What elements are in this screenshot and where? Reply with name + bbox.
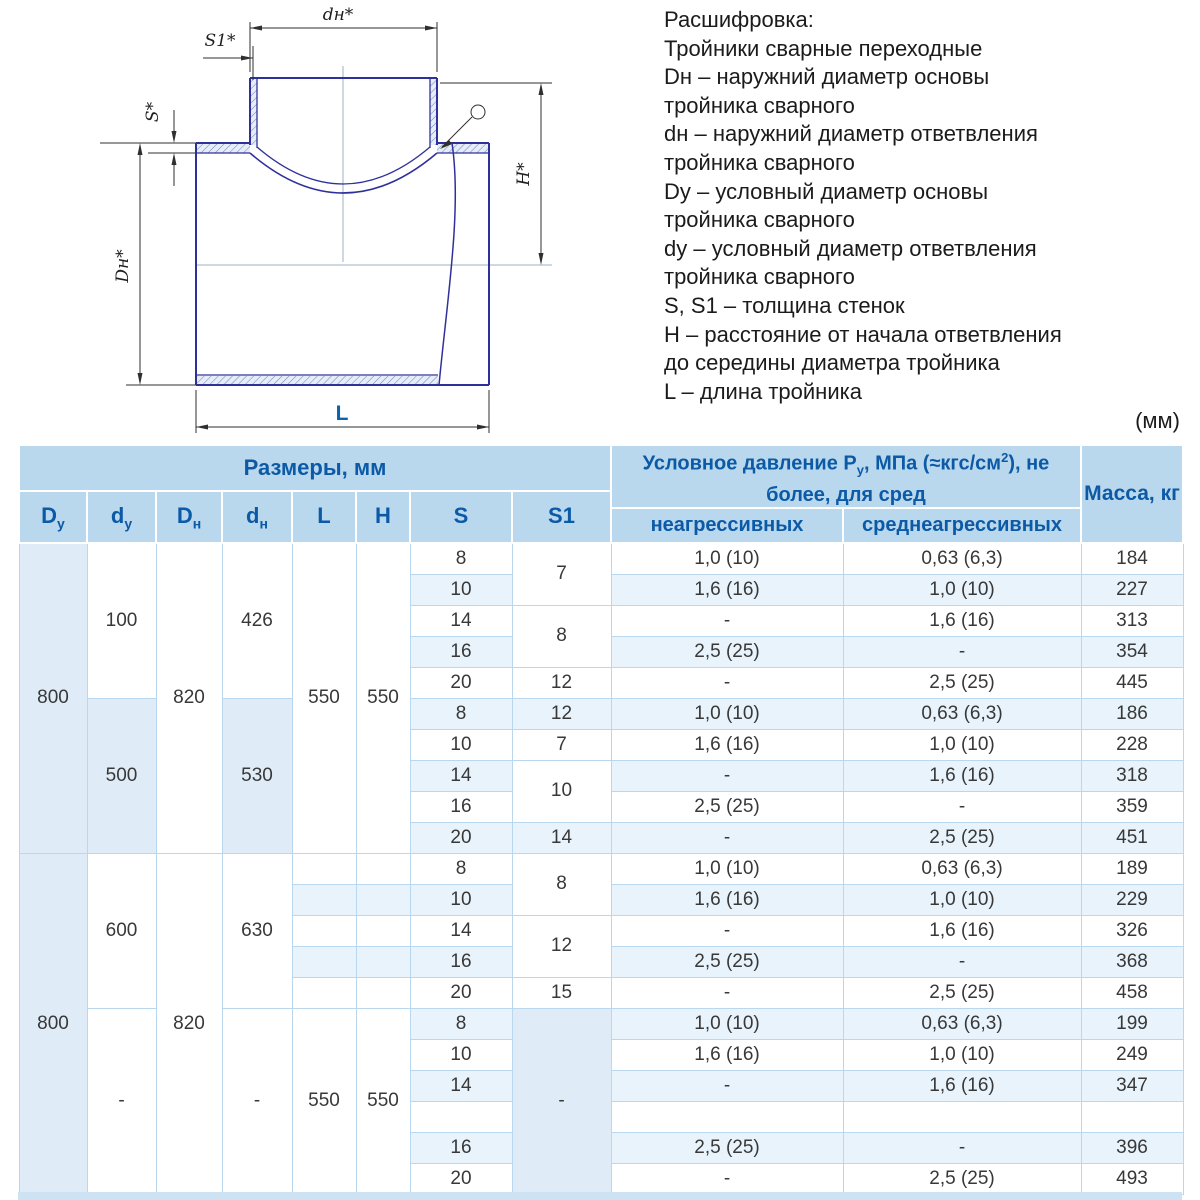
table-cell: 820	[156, 853, 222, 1194]
table-cell: 10	[410, 884, 512, 915]
table-cell: 229	[1081, 884, 1183, 915]
pressure-text: Условное давление P	[642, 452, 857, 475]
table-cell: 820	[156, 543, 222, 854]
table-cell: 8	[410, 698, 512, 729]
table-cell: 14	[410, 760, 512, 791]
table-cell: 1,0 (10)	[611, 1008, 843, 1039]
table-cell: 20	[410, 667, 512, 698]
dimension-lines	[100, 22, 552, 433]
table-cell: 550	[356, 543, 410, 854]
table-cell	[843, 1101, 1081, 1132]
header-razmery: Размеры, мм	[19, 445, 611, 491]
legend-line: dн – наружний диаметр ответвления	[664, 121, 1038, 147]
table-cutoff-row	[18, 1192, 1182, 1200]
table-cell: 1,0 (10)	[843, 884, 1081, 915]
table-cell: 16	[410, 946, 512, 977]
weld-symbol	[471, 105, 485, 119]
dimension-arrows	[138, 26, 544, 430]
table-cell: -	[611, 822, 843, 853]
table-cell: -	[611, 1070, 843, 1101]
table-cell: 7	[512, 729, 611, 760]
table-cell: 0,63 (6,3)	[843, 543, 1081, 575]
table-cell: 800	[19, 543, 87, 854]
table-cell	[292, 977, 356, 1008]
table-cell: 16	[410, 1132, 512, 1163]
table-cell: 12	[512, 915, 611, 977]
header-env-medium-aggressive: среднеагрессивных	[843, 508, 1081, 543]
table-cell: 347	[1081, 1070, 1183, 1101]
table-header	[19, 445, 1183, 543]
table-cell: 8	[512, 605, 611, 667]
table-cell: 15	[512, 977, 611, 1008]
legend-line: Dн – наружний диаметр основы	[664, 64, 990, 90]
header-col-dy: $d_у$	[87, 491, 156, 543]
legend	[664, 6, 1194, 406]
header-env-nonaggressive: неагрессивных	[611, 508, 843, 543]
table-cell	[356, 915, 410, 946]
table-cell: 2,5 (25)	[843, 977, 1081, 1008]
legend-title: Расшифровка:	[664, 7, 814, 32]
header-pressure	[611, 445, 1081, 508]
table-cell: 493	[1081, 1163, 1183, 1194]
table-cell: 2,5 (25)	[611, 946, 843, 977]
table-cell: 396	[1081, 1132, 1183, 1163]
table-cell: 630	[222, 853, 292, 1008]
table-cell	[292, 853, 356, 884]
header-col-S1: S1	[512, 491, 611, 543]
table-cell: 2,5 (25)	[843, 822, 1081, 853]
pressure-text: , МПа (≈кгс/см	[863, 452, 1002, 475]
header-col-Dy: $D_у$	[19, 491, 87, 543]
table-cell: 7	[512, 543, 611, 606]
table-cell: 445	[1081, 667, 1183, 698]
table-cell: 550	[356, 1008, 410, 1194]
table-cell: -	[611, 667, 843, 698]
legend-line: тройника сварного	[664, 264, 855, 290]
table-cell: 16	[410, 636, 512, 667]
table-cell	[356, 884, 410, 915]
table-cell: -	[512, 1008, 611, 1194]
table-cell: 14	[410, 605, 512, 636]
header-mass: Масса, кг	[1081, 445, 1183, 543]
legend-line: S, S1 – толщина стенок	[664, 292, 905, 318]
table-cell: 8	[410, 1008, 512, 1039]
legend-line: тройника сварного	[664, 149, 855, 175]
table-cell	[292, 884, 356, 915]
table-cell: 550	[292, 1008, 356, 1194]
legend-lines	[664, 35, 1194, 407]
break-line	[439, 143, 455, 385]
table-cell: 2,5 (25)	[611, 791, 843, 822]
table-row	[19, 543, 1183, 575]
table-cell	[292, 915, 356, 946]
table-cell: -	[611, 605, 843, 636]
table-cell: 20	[410, 1163, 512, 1194]
table-cell: 550	[292, 543, 356, 854]
legend-line: Тройники сварные переходные	[664, 35, 983, 61]
tee-drawing	[0, 0, 660, 440]
table-cell	[1081, 1101, 1183, 1132]
table-cell: -	[222, 1008, 292, 1194]
table-cell: 2,5 (25)	[843, 667, 1081, 698]
table-cell	[356, 853, 410, 884]
dim-label-l: L	[335, 402, 349, 425]
table-cell: 1,0 (10)	[843, 1039, 1081, 1070]
table-cell: 10	[410, 574, 512, 605]
table-cell: -	[611, 977, 843, 1008]
table-cell: 14	[410, 1070, 512, 1101]
table-cell: 8	[512, 853, 611, 915]
table-cell: 313	[1081, 605, 1183, 636]
table-cell: 186	[1081, 698, 1183, 729]
table-cell: 1,0 (10)	[611, 543, 843, 575]
table-cell: 2,5 (25)	[611, 636, 843, 667]
table-cell: 1,6 (16)	[611, 574, 843, 605]
table-cell: -	[843, 791, 1081, 822]
table-cell: 10	[512, 760, 611, 822]
header-col-dn: $d_н$	[222, 491, 292, 543]
table-cell: 354	[1081, 636, 1183, 667]
table-cell: 0,63 (6,3)	[843, 698, 1081, 729]
header-col-H: H	[356, 491, 410, 543]
table-cell: 1,0 (10)	[843, 574, 1081, 605]
table-cell: 12	[512, 667, 611, 698]
legend-line: тройника сварного	[664, 92, 855, 118]
table-cell: -	[843, 636, 1081, 667]
table-cell: 10	[410, 1039, 512, 1070]
table-cell: 1,6 (16)	[843, 605, 1081, 636]
table-cell: 0,63 (6,3)	[843, 853, 1081, 884]
table-body	[19, 543, 1183, 1195]
units-note: (мм)	[1135, 408, 1180, 433]
dim-label-s: S*	[143, 101, 163, 123]
table-cell: 1,6 (16)	[611, 884, 843, 915]
legend-line: dy – условный диаметр ответвления	[664, 235, 1037, 261]
table-cell: 458	[1081, 977, 1183, 1008]
table-cell: 10	[410, 729, 512, 760]
table-cell: 14	[512, 822, 611, 853]
table-cell: 1,6 (16)	[611, 1039, 843, 1070]
table-cell: 100	[87, 543, 156, 699]
legend-line: L – длина тройника	[664, 378, 862, 404]
table-cell: -	[87, 1008, 156, 1194]
table-row	[19, 853, 1183, 884]
table-cell: 1,0 (10)	[611, 698, 843, 729]
table-cell: 2,5 (25)	[611, 1132, 843, 1163]
table-cell	[356, 977, 410, 1008]
header-col-S: S	[410, 491, 512, 543]
table-cell: 1,0 (10)	[843, 729, 1081, 760]
table-cell: 318	[1081, 760, 1183, 791]
table-cell: 1,6 (16)	[843, 1070, 1081, 1101]
dim-label-dn: dн*	[322, 5, 354, 25]
table-cell: 249	[1081, 1039, 1183, 1070]
table-cell: 800	[19, 853, 87, 1194]
table-cell: 426	[222, 543, 292, 699]
table-cell: 1,6 (16)	[611, 729, 843, 760]
pressure-sub: у	[856, 462, 864, 478]
table-cell: 12	[512, 698, 611, 729]
table-cell: 227	[1081, 574, 1183, 605]
legend-line: Dy – условный диаметр основы	[664, 178, 989, 204]
table-cell: 530	[222, 698, 292, 853]
dim-label-h: H*	[514, 162, 534, 186]
table-cell: -	[611, 915, 843, 946]
table-cell	[410, 1101, 512, 1132]
table-cell: 189	[1081, 853, 1183, 884]
table-cell: -	[611, 760, 843, 791]
legend-line: до середины диаметра тройника	[664, 350, 1000, 376]
table-cell: 8	[410, 853, 512, 884]
table-cell: 368	[1081, 946, 1183, 977]
table-cell: 2,5 (25)	[843, 1163, 1081, 1194]
table-cell: 8	[410, 543, 512, 575]
table-cell: 184	[1081, 543, 1183, 575]
header-col-Dn: $D_н$	[156, 491, 222, 543]
table-cell: 20	[410, 822, 512, 853]
legend-line: тройника сварного	[664, 207, 855, 233]
table-cell: 0,63 (6,3)	[843, 1008, 1081, 1039]
table-cell: 20	[410, 977, 512, 1008]
table-cell: 451	[1081, 822, 1183, 853]
dim-label-s1: S1*	[204, 31, 236, 51]
table-cell: 326	[1081, 915, 1183, 946]
dimensions-table	[18, 444, 1184, 1195]
table-cell	[292, 946, 356, 977]
table-cell	[611, 1101, 843, 1132]
table-cell: 1,0 (10)	[611, 853, 843, 884]
table-cell: 500	[87, 698, 156, 853]
table-cell	[356, 946, 410, 977]
table-cell: -	[611, 1163, 843, 1194]
legend-line: H – расстояние от начала ответвления	[664, 321, 1062, 347]
table-cell: 359	[1081, 791, 1183, 822]
table-cell: 228	[1081, 729, 1183, 760]
table-cell: -	[843, 946, 1081, 977]
table-cell: -	[843, 1132, 1081, 1163]
table-cell: 14	[410, 915, 512, 946]
table-cell: 1,6 (16)	[843, 760, 1081, 791]
table-cell: 16	[410, 791, 512, 822]
table-cell: 1,6 (16)	[843, 915, 1081, 946]
pressure-sup: 2	[1001, 450, 1009, 465]
dim-label-Dn: Dн*	[113, 249, 133, 283]
pressure-text: ), не более, для сред	[766, 452, 1050, 506]
table-cell: 199	[1081, 1008, 1183, 1039]
table-cell: 600	[87, 853, 156, 1008]
header-col-L: L	[292, 491, 356, 543]
